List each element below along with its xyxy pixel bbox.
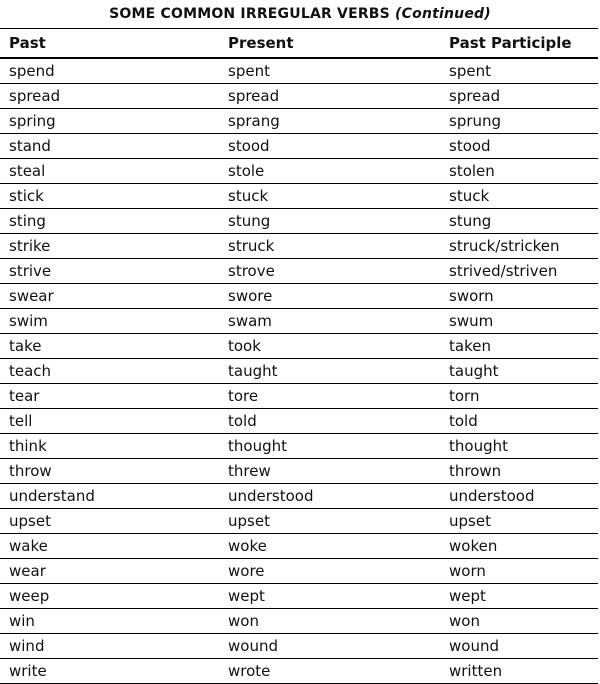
cell-past: steal [0, 159, 219, 184]
cell-past-participle: taught [440, 359, 598, 384]
irregular-verbs-table [0, 28, 598, 684]
cell-past-participle: told [440, 409, 598, 434]
table-row [0, 184, 598, 209]
cell-past: swear [0, 284, 219, 309]
cell-present: wept [219, 584, 440, 609]
table-row [0, 134, 598, 159]
cell-past-participle: spent [449, 62, 491, 80]
cell-past: win [0, 609, 219, 634]
table-row [0, 409, 598, 434]
cell-past-participle: stood [440, 134, 598, 159]
table-title [0, 0, 600, 28]
cell-past: think [0, 434, 219, 459]
cell-past: strive [0, 259, 219, 284]
table-row [0, 534, 598, 559]
cell-past-participle: swum [440, 309, 598, 334]
cell-past-participle: won [440, 609, 598, 634]
cell-present: stole [219, 159, 440, 184]
cell-past-participle: wound [440, 634, 598, 659]
table-row [0, 259, 598, 284]
table-row [0, 234, 598, 259]
table-row [0, 584, 598, 609]
cell-past: take [0, 334, 219, 359]
cell-past-participle: sworn [440, 284, 598, 309]
cell-present: strove [219, 259, 440, 284]
cell-present: understood [219, 484, 440, 509]
cell-past: spring [0, 109, 219, 134]
column-header-past: Past [0, 29, 219, 59]
table-row [0, 109, 598, 134]
table-row [0, 559, 598, 584]
cell-past-participle: stolen [440, 159, 598, 184]
table-title-main: SOME COMMON IRREGULAR VERBS [109, 6, 390, 22]
cell-present: wore [219, 559, 440, 584]
cell-past: swim [0, 309, 219, 334]
table-row [0, 58, 598, 84]
cell-past-participle: struck/stricken [440, 234, 598, 259]
cell-present: spread [219, 84, 440, 109]
cell-past-participle: spread [440, 84, 598, 109]
cell-past-participle: strived/striven [440, 259, 598, 284]
table-row [0, 159, 598, 184]
cell-present: took [219, 334, 440, 359]
cell-present: told [219, 409, 440, 434]
cell-past-participle: worn [440, 559, 598, 584]
table-body [0, 58, 598, 684]
cell-past: teach [0, 359, 219, 384]
table-row [0, 659, 598, 684]
table-title-suffix: (Continued) [395, 6, 491, 22]
cell-present: woke [219, 534, 440, 559]
cell-present: sprang [219, 109, 440, 134]
cell-past: tell [0, 409, 219, 434]
cell-present: spent [228, 62, 270, 80]
cell-past: weep [0, 584, 219, 609]
cell-past: stand [0, 134, 219, 159]
table-row [0, 609, 598, 634]
cell-present: swam [219, 309, 440, 334]
table-row [0, 634, 598, 659]
cell-past: tear [0, 384, 219, 409]
cell-present: struck [219, 234, 440, 259]
table-row [0, 509, 598, 534]
cell-past: understand [0, 484, 219, 509]
cell-present: threw [219, 459, 440, 484]
table-row [0, 334, 598, 359]
table-row [0, 384, 598, 409]
cell-present: stung [219, 209, 440, 234]
cell-past: wake [0, 534, 219, 559]
cell-past: upset [0, 509, 219, 534]
column-header-past-participle: Past Participle [440, 29, 598, 59]
cell-past-participle: written [440, 659, 598, 684]
header-row [0, 29, 598, 59]
cell-past-participle: wept [440, 584, 598, 609]
cell-past-participle: sprung [440, 109, 598, 134]
cell-past: write [0, 659, 219, 684]
cell-present: stood [219, 134, 440, 159]
cell-present: tore [219, 384, 440, 409]
column-header-present: Present [219, 29, 440, 59]
cell-present: wound [219, 634, 440, 659]
table-row [0, 209, 598, 234]
cell-past-participle: taken [440, 334, 598, 359]
cell-present: thought [219, 434, 440, 459]
cell-past-participle: understood [440, 484, 598, 509]
cell-past: wind [0, 634, 219, 659]
cell-past: strike [0, 234, 219, 259]
cell-past-participle: thought [440, 434, 598, 459]
cell-present: wrote [219, 659, 440, 684]
cell-past-participle: stung [440, 209, 598, 234]
cell-past: spread [0, 84, 219, 109]
cell-past-participle: upset [440, 509, 598, 534]
table-row [0, 359, 598, 384]
cell-past-participle: thrown [440, 459, 598, 484]
table-row [0, 434, 598, 459]
cell-past: wear [0, 559, 219, 584]
cell-past-participle: woken [440, 534, 598, 559]
cell-past: spend [9, 62, 55, 80]
table-row [0, 309, 598, 334]
table-row [0, 84, 598, 109]
cell-past-participle: stuck [440, 184, 598, 209]
cell-past: throw [0, 459, 219, 484]
table-row [0, 459, 598, 484]
cell-present: upset [219, 509, 440, 534]
cell-present: won [219, 609, 440, 634]
cell-present: swore [219, 284, 440, 309]
cell-past: stick [0, 184, 219, 209]
cell-present: stuck [219, 184, 440, 209]
cell-present: taught [219, 359, 440, 384]
table-row [0, 484, 598, 509]
cell-past: sting [0, 209, 219, 234]
cell-past-participle: torn [440, 384, 598, 409]
table-row [0, 284, 598, 309]
